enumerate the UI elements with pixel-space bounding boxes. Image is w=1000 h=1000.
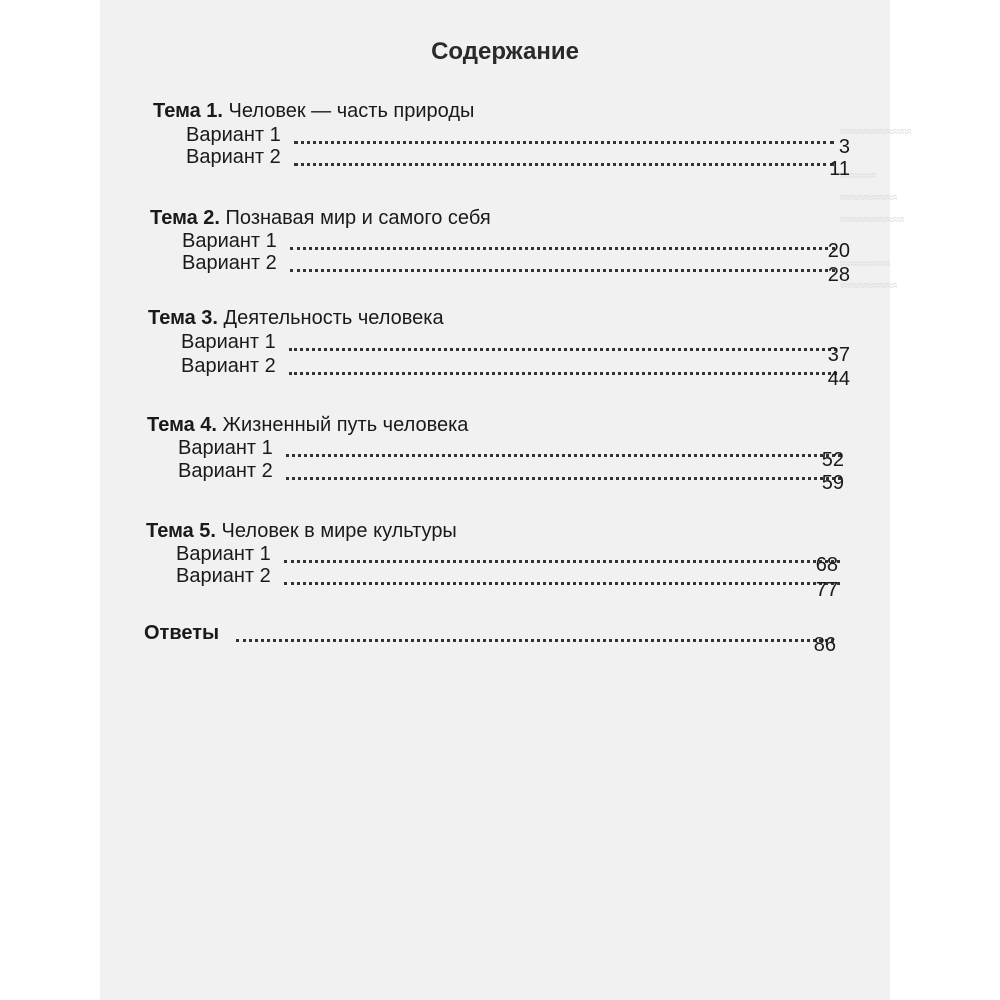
dot-leader [294,137,834,144]
topic-4-number: Тема 4. [147,414,217,436]
dot-leader [289,344,837,351]
toc-row [182,252,852,278]
topic-4-heading [147,414,468,437]
bleed-through-text: ≈≈≈≈≈≈≈≈ ≈≈≈≈≈≈≈ ≈≈≈≈≈≈≈≈≈ ≈≈≈≈≈≈≈≈ ≈≈≈≈≈ ≈≈≈≈≈≈≈≈≈≈ [840,124,912,293]
page-number: 77 [815,579,838,601]
topic-1-title: Человек — часть природы [228,100,475,122]
topic-5-title: Человек в мире культуры [221,520,457,542]
answers-heading: Ответы [144,622,220,644]
toc-row [178,460,848,486]
topic-4-title: Жизненный путь человека [222,414,469,436]
dot-leader [289,368,837,375]
topic-3-title: Деятельность человека [223,307,444,329]
page-number: 37 [827,344,850,366]
variant-label: Вариант 1 [178,437,273,459]
topic-3-heading [148,307,444,330]
dot-leader [294,159,834,166]
toc-row [144,622,844,648]
toc-row [176,565,846,591]
variant-label: Вариант 1 [182,230,277,252]
page-title: Содержание [431,38,579,65]
dot-leader [290,265,835,272]
toc-row [181,355,851,381]
page-number: 3 [838,136,850,158]
variant-label: Вариант 2 [181,355,276,377]
page-number: 59 [821,472,844,494]
dot-leader [236,635,834,642]
dot-leader [284,578,840,585]
topic-3-number: Тема 3. [148,307,218,329]
topic-2-title: Познавая мир и самого себя [225,207,491,229]
variant-label: Вариант 1 [181,331,276,353]
page-number: 52 [821,449,844,471]
dot-leader [286,450,841,457]
variant-label: Вариант 2 [178,460,273,482]
variant-label: Вариант 2 [182,252,277,274]
topic-2-heading [150,207,491,230]
topic-2-number: Тема 2. [150,207,220,229]
page-number: 68 [815,554,838,576]
variant-label: Вариант 2 [176,565,271,587]
dot-leader [284,556,840,563]
variant-label: Вариант 1 [176,543,271,565]
topic-5-heading [146,520,457,543]
page-number: 86 [813,634,836,656]
toc-row [186,146,856,172]
dot-leader [290,243,835,250]
topic-5-number: Тема 5. [146,520,216,542]
toc-row [181,331,851,357]
topic-1-heading [153,100,474,123]
variant-label: Вариант 2 [186,146,281,168]
variant-label: Вариант 1 [186,124,281,146]
page-number: 28 [827,264,850,286]
topic-1-number: Тема 1. [153,100,223,122]
page-number: 20 [827,240,850,262]
page-number: 44 [827,368,850,390]
dot-leader [286,473,841,480]
page-number: 11 [829,158,850,180]
